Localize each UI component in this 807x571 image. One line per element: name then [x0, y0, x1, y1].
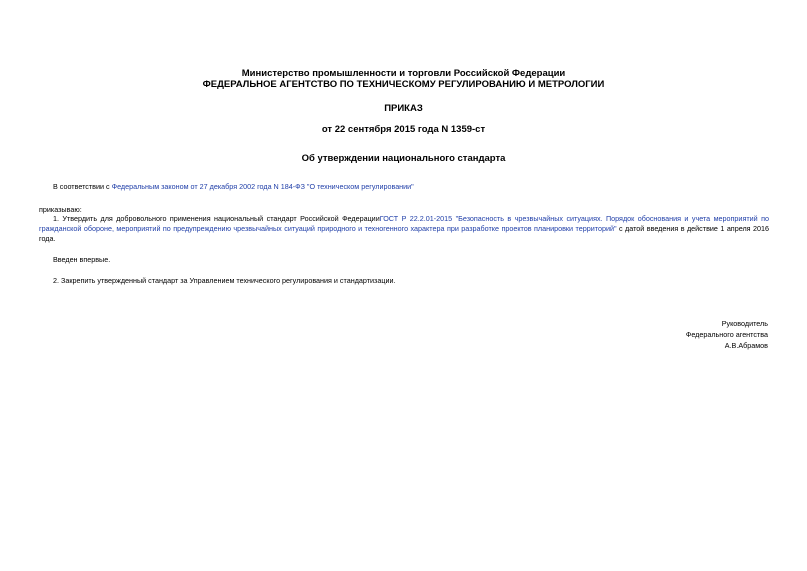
- ministry-title: Министерство промышленности и торговли Российской Федерации: [241, 68, 566, 79]
- document-date-number: от 22 сентября 2015 года N 1359-ст: [321, 124, 486, 135]
- signature-block: [686, 318, 768, 351]
- item-1-paragraph: [39, 214, 769, 244]
- agency-title: ФЕДЕРАЛЬНОЕ АГЕНТСТВО ПО ТЕХНИЧЕСКОМУ РЕГУЛИРОВАНИЮ И МЕТРОЛОГИИ: [202, 79, 605, 90]
- item-1-prefix: 1. Утвердить для добровольного применения национальный стандарт Российской Федерации: [53, 214, 380, 223]
- federal-law-link[interactable]: Федеральным законом от 27 декабря 2002 года N 184-ФЗ "О техническом регулировании": [111, 182, 414, 191]
- intro-paragraph: [39, 182, 769, 192]
- document-type: ПРИКАЗ: [384, 103, 423, 114]
- signature-name: А.В.Абрамов: [724, 341, 768, 350]
- gost-standard-link[interactable]: ГОСТ Р 22.2.01-2015 "Безопасность в чрезвычайных ситуациях. Порядок обоснования и учета мероприятий по гражданской обороне, мероприятий по предупреждению чрезвычайных ситуаций природного и техногенного характера при разработке проектов планировки территорий": [39, 214, 769, 233]
- introduced-note: Введен впервые.: [53, 255, 111, 264]
- order-word: приказываю:: [39, 205, 82, 214]
- document-subject: Об утверждении национального стандарта: [301, 153, 506, 164]
- signature-organization: Федерального агентства: [685, 330, 768, 339]
- signature-position: Руководитель: [721, 319, 768, 328]
- item-1-suffix: с датой введения в действие 1 апреля 2016 года.: [39, 224, 769, 243]
- intro-prefix: В соответствии с: [53, 182, 112, 191]
- item-2-paragraph: 2. Закрепить утвержденный стандарт за Управлением технического регулирования и стандартизации.: [53, 276, 396, 285]
